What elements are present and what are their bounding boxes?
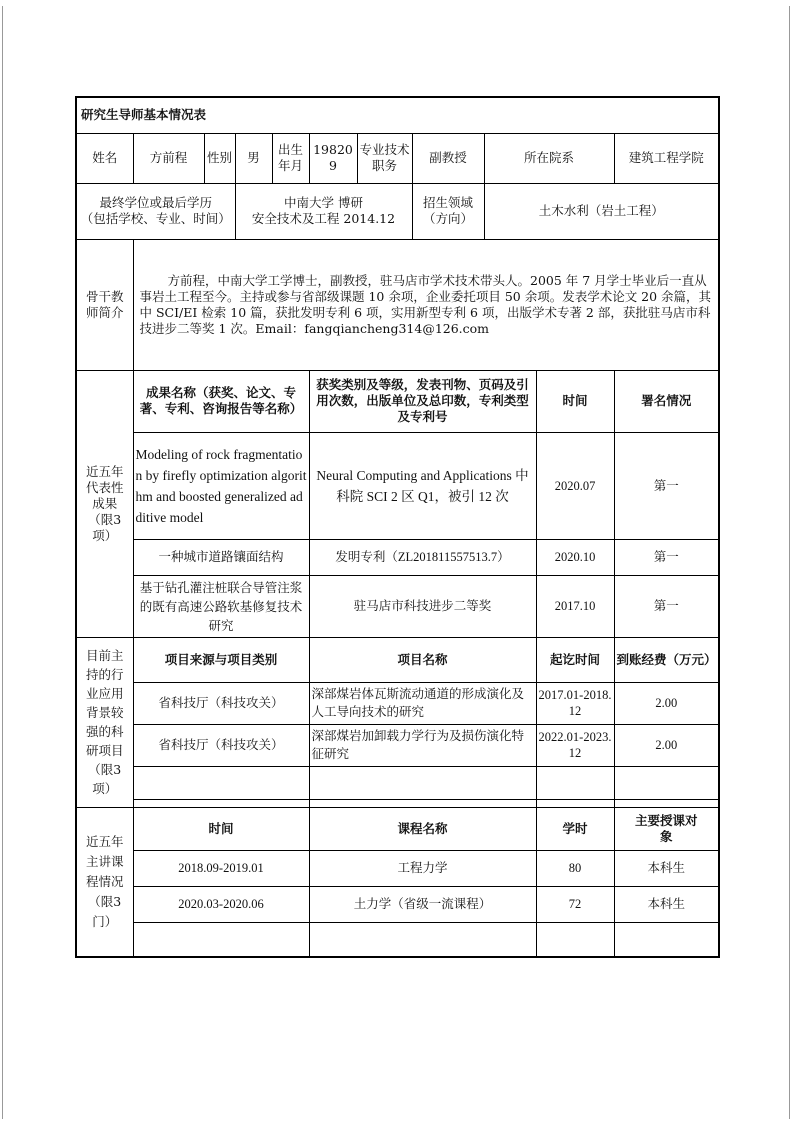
name-value: 方前程 [133, 133, 204, 183]
ach-header-time: 时间 [536, 370, 614, 432]
course-header-name: 课程名称 [309, 807, 536, 850]
course-header-audience: 主要授课对象 [614, 807, 719, 850]
ach-authorship: 第一 [614, 539, 719, 575]
proj-name [309, 766, 536, 799]
degree-value-line2: 安全技术及工程 2014.12 [251, 211, 396, 226]
proj-header-name: 项目名称 [309, 637, 536, 682]
course-header-time: 时间 [133, 807, 309, 850]
ach-type: Neural Computing and Applications 中科院 SCI 2 区 Q1，被引 12 次 [309, 432, 536, 539]
projects-label: 目前主持的行业应用背景较强的科研项目（限3项） [76, 637, 133, 807]
field-value: 土木水利（岩土工程） [484, 183, 719, 239]
tech-title-value: 副教授 [412, 133, 484, 183]
ach-header-name: 成果名称（获奖、论文、专著、专利、咨询报告等名称） [133, 370, 309, 432]
course-audience: 本科生 [614, 850, 719, 886]
course-hours: 72 [536, 886, 614, 922]
birth-value: 198209 [309, 133, 357, 183]
course-hours [536, 922, 614, 957]
intro-text: 方前程，中南大学工学博士，副教授，驻马店市学术技术带头人。2005 年 7 月学士毕业后一直从事岩土工程至今。主持或参与省部级课题 10 余项，企业委托项目 50 余项。发表学术论文 20 余篇，其中 SCI/EI 检索 10 篇，获批发明专利 6 项，实用新型专利 6 项，出版学术专著 2 部，获批驻马店市科技进步二等奖 1 次。Email：fangqiancheng314@126.com [139, 272, 712, 336]
field-label-line2: （方向） [422, 211, 473, 226]
proj-name: 深部煤岩加卸载力学行为及损伤演化特征研究 [309, 724, 536, 766]
course-name [309, 922, 536, 957]
course-name: 土力学（省级一流课程） [309, 886, 536, 922]
gender-label: 性别 [204, 133, 235, 183]
ach-authorship: 第一 [614, 432, 719, 539]
ach-header-authorship: 署名情况 [614, 370, 719, 432]
table-title: 研究生导师基本情况表 [76, 97, 719, 133]
intro-label: 骨干教师简介 [76, 239, 133, 370]
proj-period [536, 766, 614, 799]
ach-header-type: 获奖类别及等级，发表刊物、页码及引用次数，出版单位及总印数，专利类型及专利号 [309, 370, 536, 432]
proj-header-source: 项目来源与项目类别 [133, 637, 309, 682]
course-audience [614, 922, 719, 957]
proj-source [133, 766, 309, 799]
proj-header-period: 起讫时间 [536, 637, 614, 682]
table-row [76, 886, 719, 922]
field-label-line1: 招生领域 [422, 195, 473, 210]
table-row-spacer [76, 799, 719, 807]
ach-authorship: 第一 [614, 575, 719, 637]
course-time: 2018.09-2019.01 [133, 850, 309, 886]
dept-label: 所在院系 [484, 133, 614, 183]
ach-type: 驻马店市科技进步二等奖 [309, 575, 536, 637]
supervisor-info-table [75, 96, 720, 958]
ach-name: 基于钻孔灌注桩联合导管注浆的既有高速公路软基修复技术研究 [133, 575, 309, 637]
table-row [76, 724, 719, 766]
course-time [133, 922, 309, 957]
table-row [76, 432, 719, 539]
course-name: 工程力学 [309, 850, 536, 886]
field-label [412, 183, 484, 239]
ach-time: 2020.10 [536, 539, 614, 575]
proj-funding [614, 766, 719, 799]
proj-name: 深部煤岩体瓦斯流动通道的形成演化及人工导向技术的研究 [309, 682, 536, 724]
degree-value [235, 183, 412, 239]
ach-time: 2017.10 [536, 575, 614, 637]
gender-value: 男 [235, 133, 272, 183]
table-row [76, 575, 719, 637]
proj-period: 2017.01-2018.12 [536, 682, 614, 724]
birth-label: 出生年月 [272, 133, 309, 183]
course-time: 2020.03-2020.06 [133, 886, 309, 922]
course-audience: 本科生 [614, 886, 719, 922]
degree-value-line1: 中南大学 博研 [284, 195, 363, 210]
intro-text-cell [133, 239, 719, 370]
table-row [76, 922, 719, 957]
ach-name: Modeling of rock fragmentation by firefly optimization algorithm and boosted generalized additive model [133, 432, 309, 539]
course-hours: 80 [536, 850, 614, 886]
proj-period: 2022.01-2023.12 [536, 724, 614, 766]
degree-label-line2: （包括学校、专业、时间） [80, 211, 231, 226]
dept-value: 建筑工程学院 [614, 133, 719, 183]
proj-funding: 2.00 [614, 724, 719, 766]
courses-label: 近五年主讲课程情况（限3门） [76, 807, 133, 957]
ach-name: 一种城市道路镶面结构 [133, 539, 309, 575]
table-row [76, 766, 719, 799]
proj-funding: 2.00 [614, 682, 719, 724]
proj-source: 省科技厅（科技攻关） [133, 682, 309, 724]
proj-header-funding: 到账经费（万元） [614, 637, 719, 682]
course-header-hours: 学时 [536, 807, 614, 850]
degree-label-line1: 最终学位或最后学历 [99, 195, 212, 210]
table-row [76, 850, 719, 886]
degree-label [76, 183, 235, 239]
achievements-label: 近五年代表性成果（限3项） [76, 370, 133, 637]
table-row [76, 682, 719, 724]
tech-title-label: 专业技术职务 [357, 133, 412, 183]
name-label: 姓名 [76, 133, 133, 183]
proj-source: 省科技厅（科技攻关） [133, 724, 309, 766]
ach-type: 发明专利（ZL201811557513.7） [309, 539, 536, 575]
ach-time: 2020.07 [536, 432, 614, 539]
table-row [76, 539, 719, 575]
